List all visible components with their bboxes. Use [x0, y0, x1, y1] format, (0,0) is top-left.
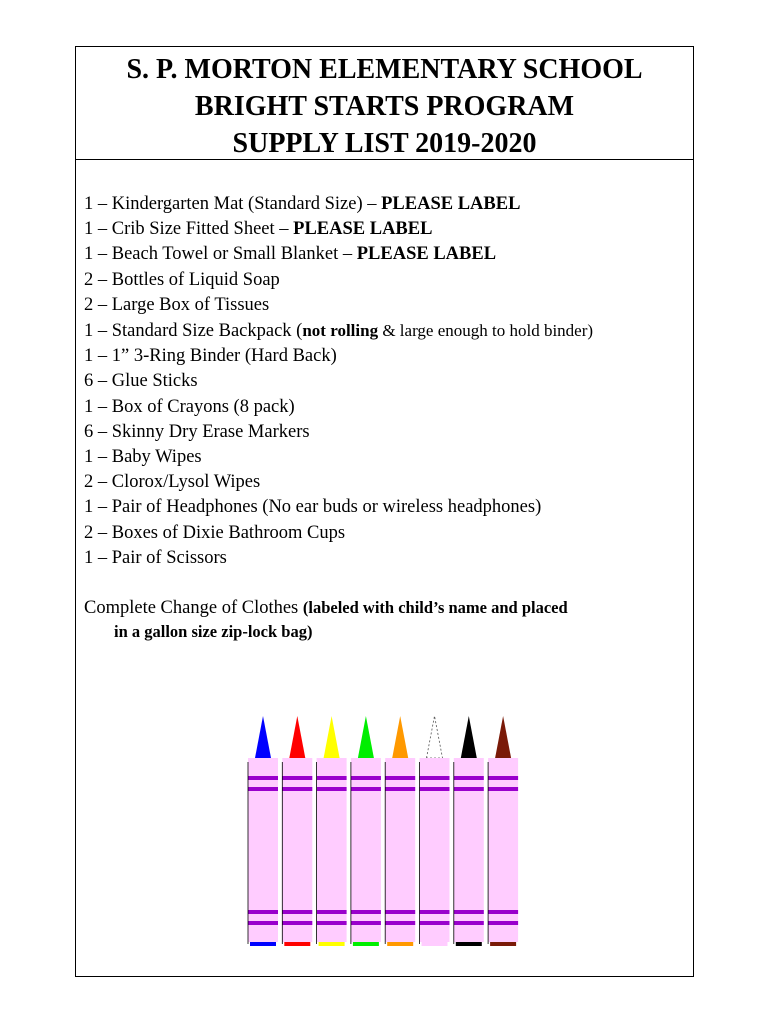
supply-item: 6 – Skinny Dry Erase Markers: [84, 421, 310, 442]
supply-item: 1 – Pair of Scissors: [84, 547, 227, 568]
crayon: [385, 716, 415, 946]
header: [76, 47, 693, 160]
supply-item: 2 – Large Box of Tissues: [84, 294, 270, 315]
supply-item: 1 – Pair of Headphones (No ear buds or wireless headphones): [84, 497, 542, 518]
crayon: [351, 716, 381, 946]
supply-item: 2 – Bottles of Liquid Soap: [84, 269, 280, 290]
supply-item: 1 – Box of Crayons (8 pack): [84, 396, 295, 417]
supply-item: 2 – Boxes of Dixie Bathroom Cups: [84, 522, 346, 543]
crayon: [454, 716, 484, 946]
clothes-label: Complete Change of Clothes: [84, 598, 303, 618]
crayons-illustration: [246, 716, 526, 951]
school-name: S. P. MORTON ELEMENTARY SCHOOL: [126, 54, 643, 85]
crayon: [488, 716, 518, 946]
supply-item: 6 – Glue Sticks: [84, 371, 198, 392]
crayon: [248, 716, 278, 946]
clothes-instruction: (labeled with child’s name and placed: [302, 598, 568, 617]
supply-list: [84, 192, 684, 571]
clothes-note: [84, 595, 684, 643]
supply-item: 1 – Baby Wipes: [84, 447, 202, 468]
list-title: SUPPLY LIST 2019-2020: [232, 128, 537, 159]
crayon: [317, 716, 347, 946]
supply-item: 1 – Standard Size Backpack (not rolling & large enough to hold binder): [84, 321, 594, 342]
clothes-instruction-cont: in a gallon size zip-lock bag): [114, 622, 313, 641]
supply-item: 1 – 1” 3-Ring Binder (Hard Back): [84, 346, 337, 367]
supply-item: 1 – Beach Towel or Small Blanket – PLEASE LABEL: [84, 244, 497, 265]
program-name: BRIGHT STARTS PROGRAM: [194, 91, 575, 122]
supply-item: 1 – Crib Size Fitted Sheet – PLEASE LABEL: [84, 219, 433, 240]
crayon: [420, 716, 450, 946]
supply-item: 2 – Clorox/Lysol Wipes: [84, 472, 261, 493]
crayon: [282, 716, 312, 946]
supply-item: 1 – Kindergarten Mat (Standard Size) – PLEASE LABEL: [84, 194, 521, 214]
